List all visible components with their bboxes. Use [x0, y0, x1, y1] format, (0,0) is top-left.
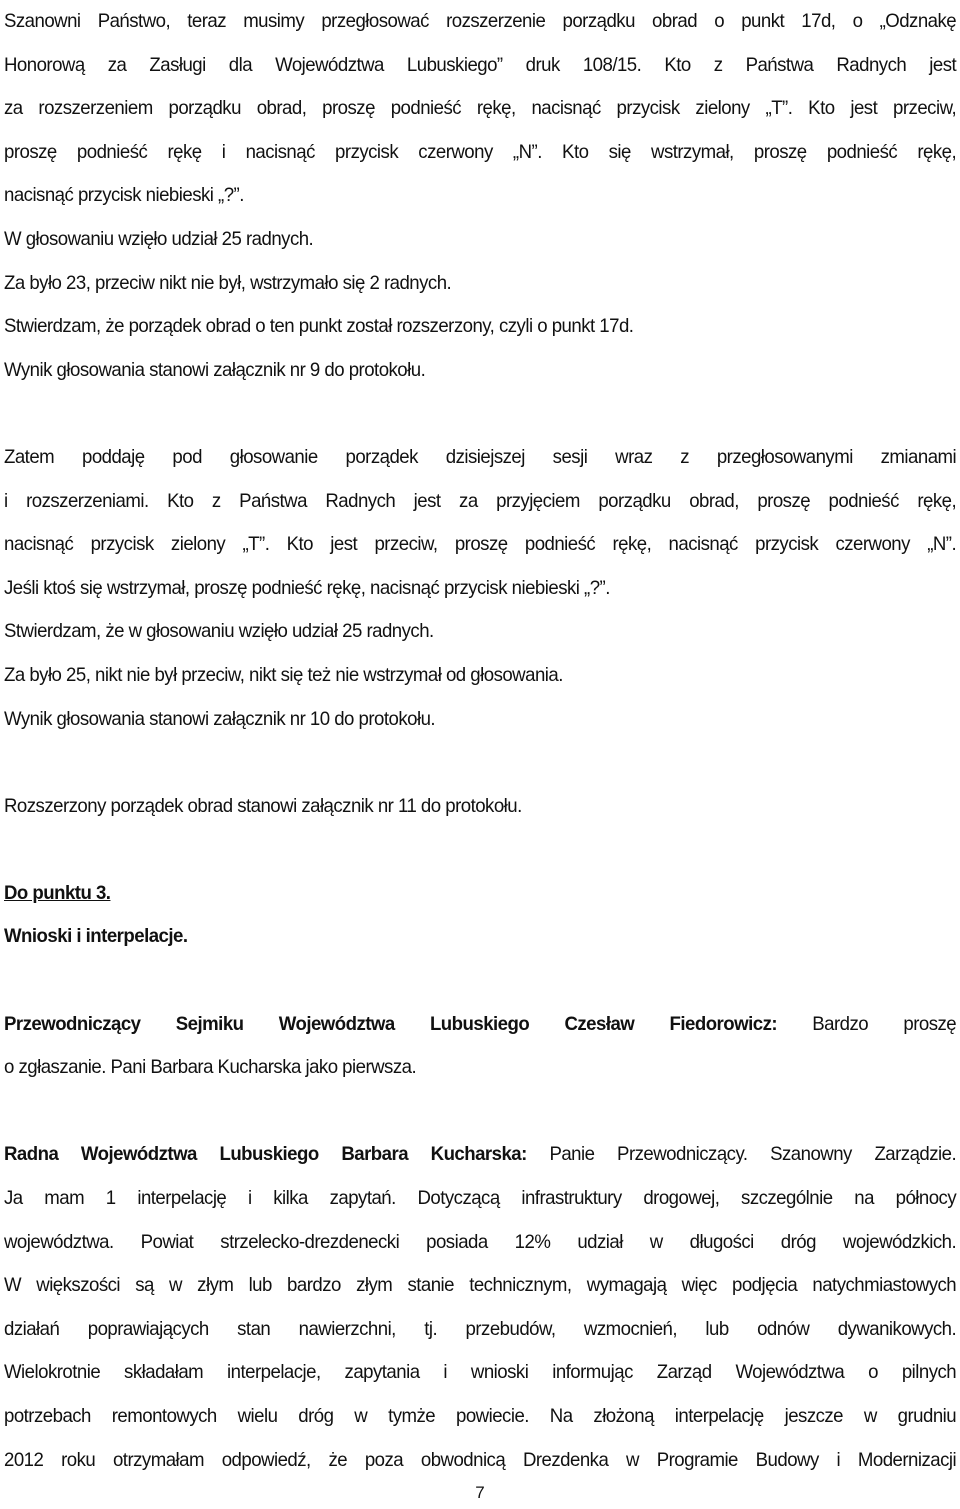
text-line: za rozszerzeniem porządku obrad, proszę podnieść rękę, nacisnąć przycisk zielony „T”. Kto jest przeciw,: [4, 97, 957, 120]
paragraph-agenda-vote-call: [4, 436, 956, 610]
section-heading-block: [4, 872, 956, 959]
paragraph-vote-result-2: [4, 610, 956, 741]
spacer: [4, 828, 956, 872]
text-line: W większości są w złym lub bardzo złym stanie technicznym, wymagają więc podjęcia natychmiastowych: [4, 1274, 957, 1297]
spacer: [4, 392, 956, 436]
text-line: województwa. Powiat strzelecko-drezdenecki posiada 12% udział w długości dróg wojewódzkich.: [4, 1230, 957, 1253]
text-line: 2012 roku otrzymałam odpowiedź, że poza obwodnicą Drezdenka w Programie Budowy i Modernizacji: [4, 1448, 957, 1471]
paragraph-chair-statement: [4, 1003, 956, 1090]
paragraph-extension-vote-call: [4, 0, 956, 218]
speaker-name: Przewodniczący Sejmiku Województwa Lubuskiego Czesław Fiedorowicz:: [4, 1012, 778, 1035]
text-line: Jeśli ktoś się wstrzymał, proszę podnieść rękę, nacisnąć przycisk niebieski „?”.: [4, 576, 610, 599]
text-line: Stwierdzam, że porządek obrad o ten punkt został rozszerzony, czyli o punkt 17d.: [4, 315, 634, 338]
spacer: [4, 1090, 956, 1134]
text-line: Ja mam 1 interpelację i kilka zapytań. Dotyczącą infrastruktury drogowej, szczególnie na północy: [4, 1187, 957, 1210]
paragraph-vote-result-1: [4, 218, 956, 392]
speech-text: Bardzo proszę: [777, 1012, 957, 1035]
speech-text: Panie Przewodniczący. Szanowny Zarządzie.: [526, 1143, 957, 1166]
page-number: 7: [475, 1483, 485, 1502]
text-line: Szanowni Państwo, teraz musimy przegłosować rozszerzenie porządku obrad o punkt 17d, o „Odznakę: [4, 10, 957, 32]
section-subheading: Wnioski i interpelacje.: [4, 925, 188, 948]
text-line: i rozszerzeniami. Kto z Państwa Radnych jest za przyjęciem porządku obrad, proszę podnieść rękę,: [4, 489, 957, 512]
spacer: [4, 741, 956, 785]
text-line: Zatem poddaję pod głosowanie porządek dzisiejszej sesji wraz z przegłosowanymi zmianami: [4, 445, 957, 468]
text-line: Stwierdzam, że w głosowaniu wzięło udział 25 radnych.: [4, 620, 434, 643]
paragraph-councillor-statement: [4, 1133, 956, 1482]
document-page: [4, 0, 957, 1482]
text-line: proszę podnieść rękę i nacisnąć przycisk czerwony „N”. Kto się wstrzymał, proszę podnieść rękę,: [4, 140, 957, 163]
section-heading: Do punktu 3.: [4, 881, 111, 904]
text-line: o zgłaszanie. Pani Barbara Kucharska jako pierwsza.: [4, 1056, 417, 1079]
text-line: Honorową za Zasługi dla Województwa Lubuskiego” druk 108/15. Kto z Państwa Radnych jest: [4, 53, 957, 76]
text-line: Za było 23, przeciw nikt nie był, wstrzymało się 2 radnych.: [4, 271, 452, 294]
text-line: nacisnąć przycisk zielony „T”. Kto jest przeciw, proszę podnieść rękę, nacisnąć przycisk czerwony „N”.: [4, 533, 957, 556]
document-body: [4, 0, 956, 1482]
spacer: [4, 959, 956, 1003]
text-line: Wynik głosowania stanowi załącznik nr 10 do protokołu.: [4, 707, 436, 730]
text-line: [4, 1003, 956, 1047]
text-line: Rozszerzony porządek obrad stanowi załącznik nr 11 do protokołu.: [4, 794, 522, 817]
text-line: działań poprawiających stan nawierzchni, tj. przebudów, wzmocnień, lub odnów dywanikowych.: [4, 1317, 957, 1340]
text-line: Wielokrotnie składałam interpelacje, zapytania i wnioski informując Zarząd Województwa o pilnych: [4, 1361, 957, 1384]
text-line: W głosowaniu wzięło udział 25 radnych.: [4, 227, 314, 250]
text-line: Wynik głosowania stanowi załącznik nr 9 do protokołu.: [4, 358, 426, 381]
paragraph-expanded-agenda: [4, 785, 956, 829]
text-line: potrzebach remontowych wielu dróg w tymże powiecie. Na złożoną interpelację jeszcze w grudniu: [4, 1405, 957, 1427]
text-line: Za było 25, nikt nie był przeciw, nikt się też nie wstrzymał od głosowania.: [4, 663, 563, 686]
speaker-name: Radna Województwa Lubuskiego Barbara Kucharska:: [4, 1143, 527, 1166]
text-line: nacisnąć przycisk niebieski „?”.: [4, 184, 244, 207]
text-line: [4, 1133, 956, 1177]
